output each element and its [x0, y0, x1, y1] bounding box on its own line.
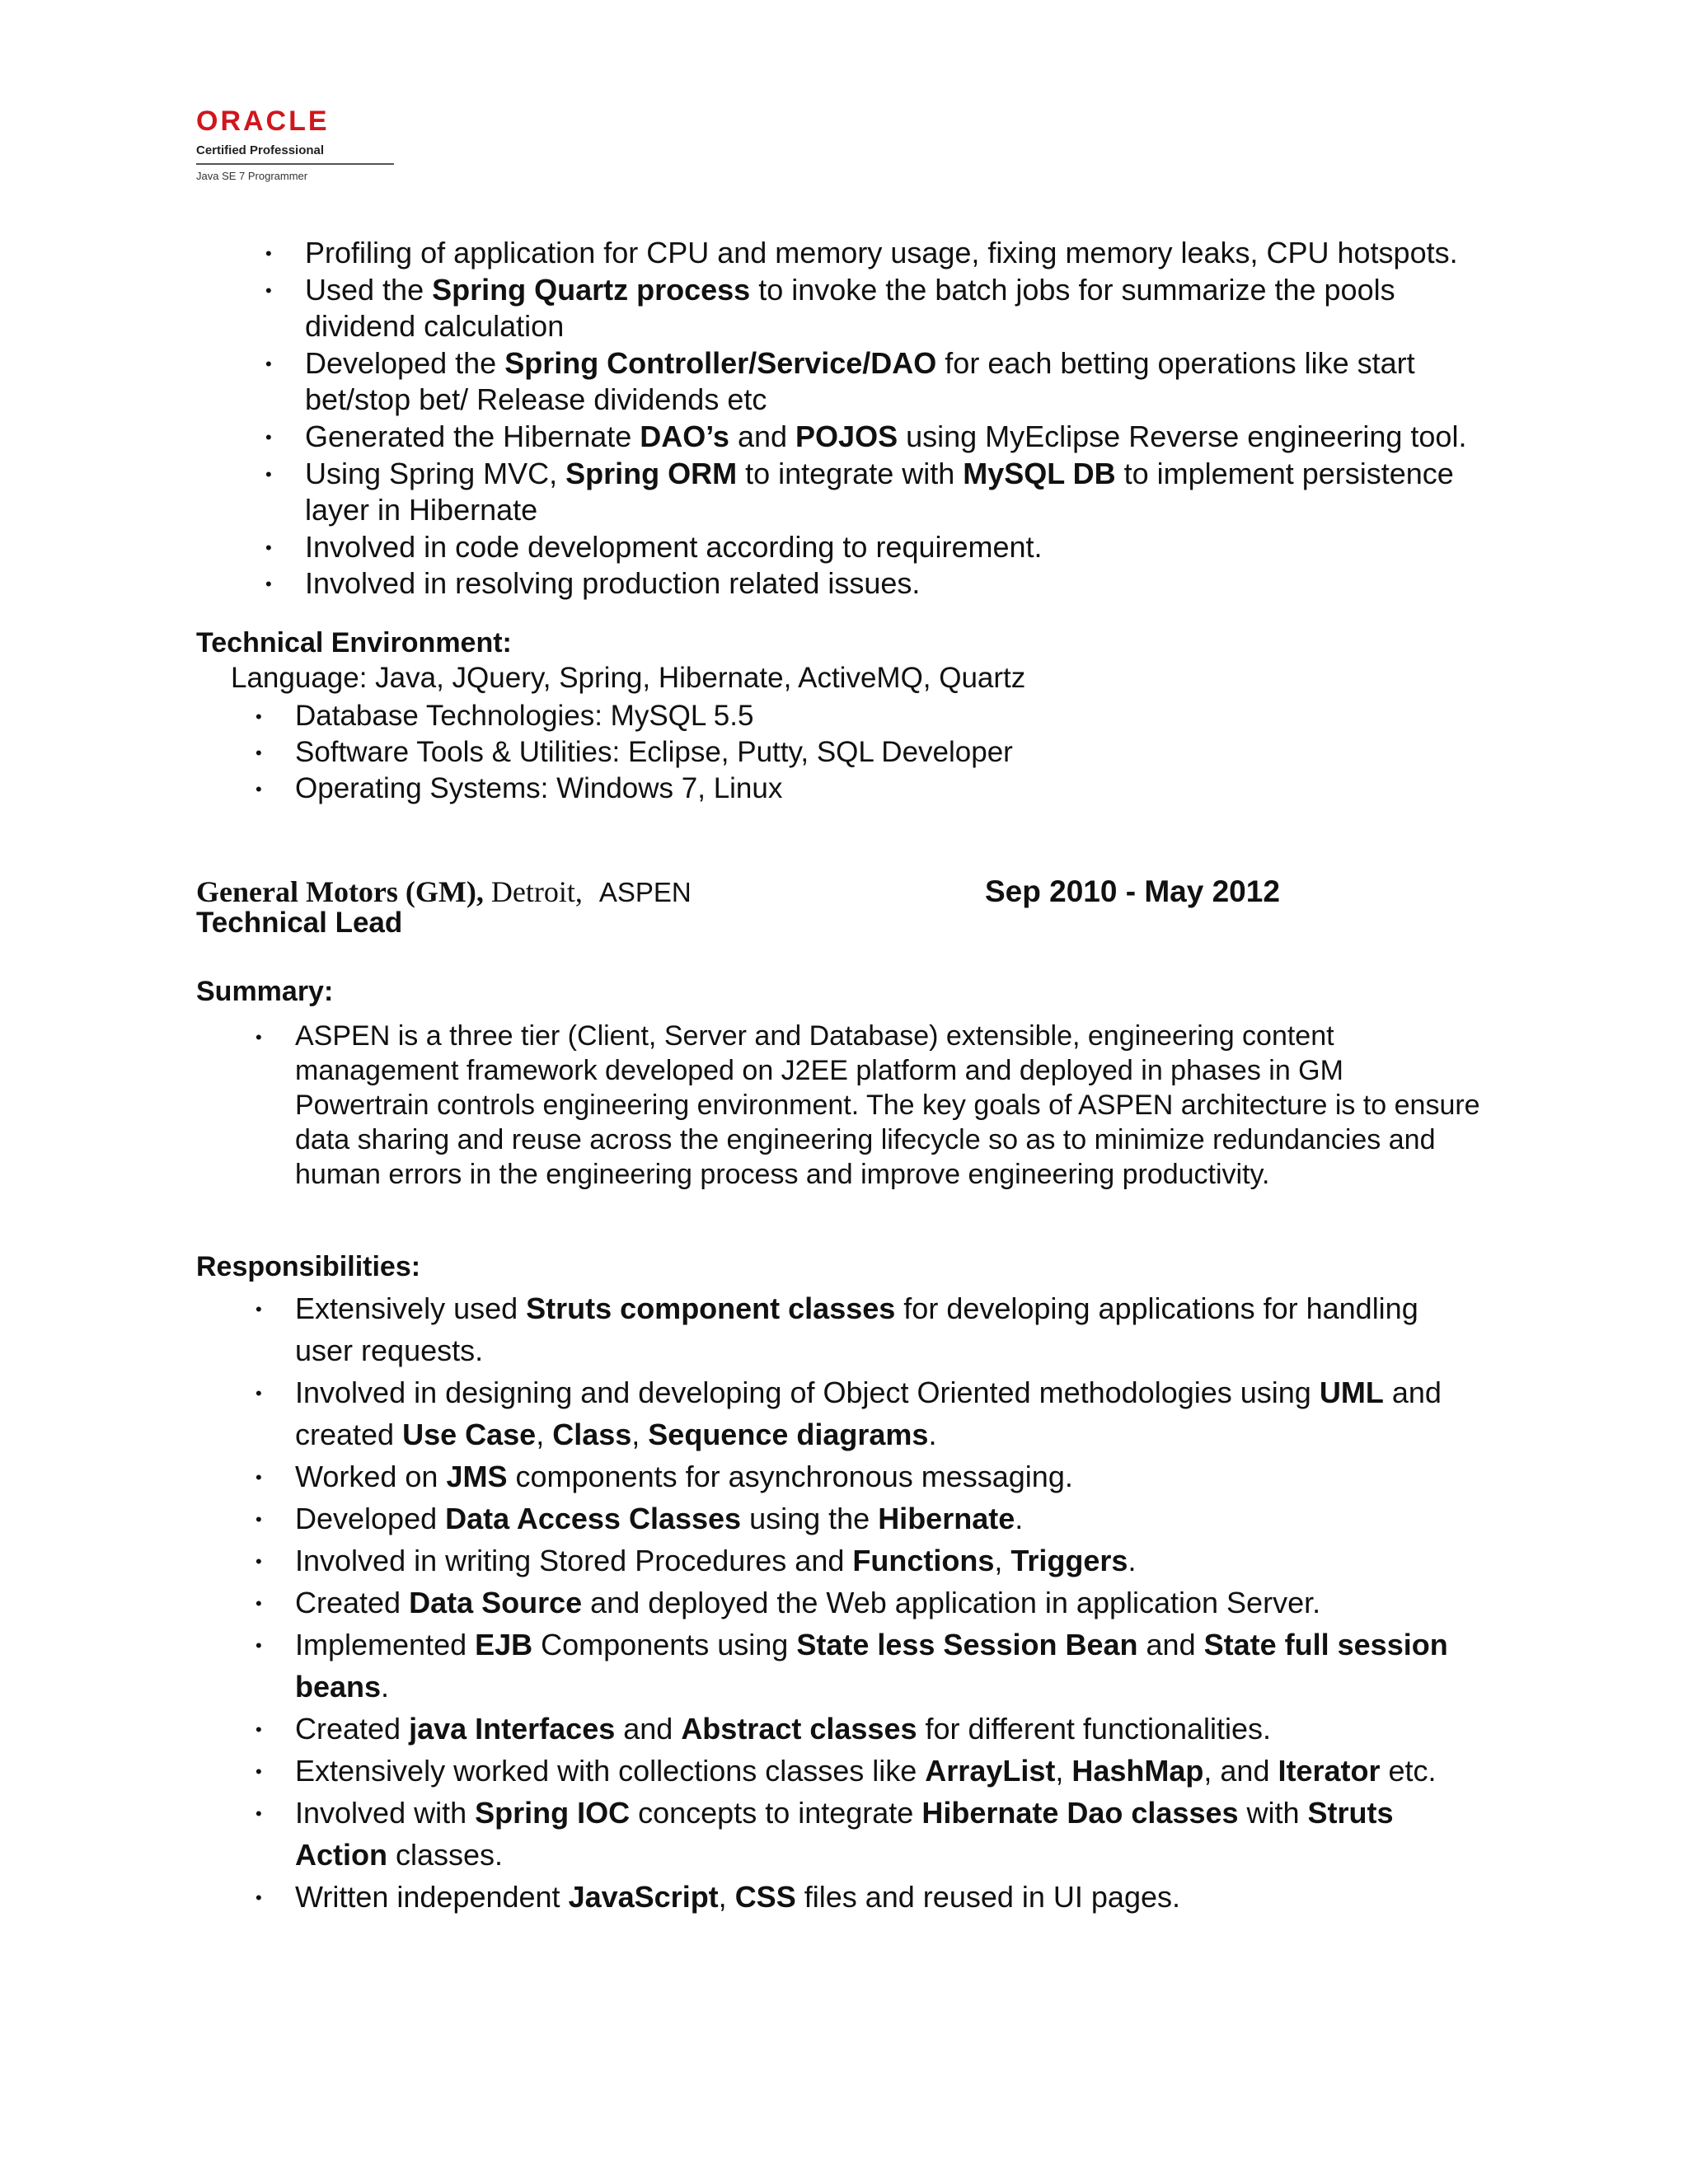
item-text: Involved in writing Stored Procedures and [295, 1544, 853, 1577]
item-text: Database Technologies: MySQL 5.5 [295, 700, 754, 732]
technical-environment-list [256, 698, 1367, 807]
responsibilities-continued-list [265, 235, 1492, 602]
item-text: ASPEN is a three tier (Client, Server and Database) extensible, engineering content management framework developed on J2EE platform and deployed in phases in GM Powertrain controls engineering environment. The key goals of ASPEN architecture is to ensure data sharing and reuse across the engineering lifecycle so as to minimize redundancies and human errors in the engineering process and improve engineering productivity. [295, 1020, 1480, 1190]
list-item [256, 1624, 1482, 1708]
item-text: Created [295, 1586, 410, 1619]
item-text: Operating Systems: Windows 7, Linux [295, 772, 783, 804]
bold-text: Sequence diagrams [648, 1418, 929, 1451]
list-item [256, 698, 1367, 734]
bullet-icon: • [256, 1593, 262, 1614]
item-text: classes. [387, 1838, 504, 1872]
item-text: , [631, 1418, 649, 1451]
item-text: Developed the [305, 345, 505, 380]
bullet-icon: • [265, 243, 272, 264]
bullet-icon: • [256, 1719, 262, 1740]
list-item [256, 1708, 1482, 1750]
bold-text: Functions [852, 1544, 995, 1577]
bullet-icon: • [265, 537, 272, 558]
item-text: using the [741, 1502, 879, 1535]
item-text: to invoke the batch jobs for summarize the pools dividend calculation [305, 272, 1395, 344]
item-text: . [1015, 1502, 1024, 1535]
job-company-line [196, 875, 692, 909]
job-location: Detroit, [483, 875, 583, 908]
list-item [265, 565, 1492, 602]
list-item [265, 456, 1492, 529]
bold-text: MySQL DB [963, 456, 1116, 490]
bold-text: Triggers [1010, 1544, 1128, 1577]
list-item [265, 272, 1492, 345]
job-company: General Motors (GM), [196, 875, 484, 908]
bold-text: DAO’s [640, 419, 729, 453]
item-text: Involved with [295, 1796, 476, 1830]
item-text: , [718, 1880, 735, 1914]
bold-text: Abstract classes [681, 1712, 917, 1746]
list-item [256, 734, 1367, 771]
bold-text: JavaScript [568, 1880, 719, 1914]
list-item [256, 1750, 1482, 1792]
bullet-icon: • [256, 1635, 262, 1656]
item-text: Generated the Hibernate [305, 419, 640, 453]
item-text: files and reused in UI pages. [795, 1880, 1180, 1914]
list-item [265, 345, 1492, 419]
item-text: Worked on [295, 1460, 447, 1493]
item-text: , and [1203, 1754, 1278, 1788]
item-text: and [615, 1712, 682, 1746]
item-text: and [729, 419, 796, 453]
item-text: for each betting operations like start bet/stop bet/ Release dividends etc [305, 345, 1415, 417]
bullet-icon: • [256, 1027, 262, 1047]
bold-text: Spring ORM [565, 456, 738, 490]
item-text: and [1137, 1628, 1204, 1661]
bold-text: JMS [446, 1460, 508, 1493]
item-text: to integrate with [737, 456, 964, 490]
item-text: Using Spring MVC, [305, 456, 566, 490]
item-text: components for asynchronous messaging. [507, 1460, 1073, 1493]
bold-text: java Interfaces [409, 1712, 616, 1746]
item-text: etc. [1380, 1754, 1437, 1788]
bullet-icon: • [265, 353, 272, 374]
bold-text: Use Case [402, 1418, 537, 1451]
item-text: . [1128, 1544, 1137, 1577]
bold-text: Class [552, 1418, 632, 1451]
job-project: ASPEN [598, 877, 692, 907]
item-text: concepts to integrate [630, 1796, 922, 1830]
responsibilities-heading: Responsibilities: [196, 1251, 421, 1282]
oracle-wordmark: ORACLE [196, 105, 330, 137]
item-text: . [928, 1418, 937, 1451]
bold-text: ArrayList [925, 1754, 1056, 1788]
bold-text: Struts Action [295, 1796, 1394, 1872]
list-item [265, 529, 1492, 566]
summary-list [256, 1019, 1482, 1192]
bullet-icon: • [265, 279, 272, 301]
item-text: and deployed the Web application in application Server. [582, 1586, 1321, 1619]
bold-text: Iterator [1278, 1754, 1381, 1788]
list-item [256, 1287, 1482, 1371]
list-item [256, 1792, 1482, 1876]
item-text: Extensively worked with collections classes like [295, 1754, 926, 1788]
bullet-icon: • [265, 426, 272, 448]
item-text: to implement persistence layer in Hibernate [305, 456, 1454, 527]
bold-text: POJOS [795, 419, 898, 453]
bullet-icon: • [256, 1383, 262, 1404]
bold-text: Struts component classes [526, 1291, 896, 1325]
item-text: , [1055, 1754, 1072, 1788]
item-text: , [994, 1544, 1011, 1577]
technical-environment-language: Language: Java, JQuery, Spring, Hibernate, ActiveMQ, Quartz [231, 662, 1026, 694]
bold-text: UML [1319, 1376, 1384, 1409]
item-text: for developing applications for handling user requests. [295, 1291, 1418, 1367]
list-item [256, 1582, 1482, 1624]
logo-java-programmer: Java SE 7 Programmer [196, 170, 308, 182]
bold-text: State full session beans [295, 1628, 1448, 1704]
technical-environment-heading: Technical Environment: [196, 627, 512, 658]
item-text: with [1238, 1796, 1308, 1830]
summary-heading: Summary: [196, 976, 334, 1007]
item-text: Written independent [295, 1880, 569, 1914]
item-text: Involved in resolving production related issues. [305, 566, 921, 601]
job-dates: Sep 2010 - May 2012 [985, 874, 1280, 908]
bullet-icon: • [256, 1509, 262, 1530]
list-item [256, 1540, 1482, 1582]
list-item [256, 1876, 1482, 1918]
item-text: , [536, 1418, 553, 1451]
bullet-icon: • [256, 1803, 262, 1824]
bullet-icon: • [256, 1551, 262, 1572]
bold-text: Spring Controller/Service/DAO [504, 345, 937, 380]
item-text: . [381, 1670, 390, 1704]
bullet-icon: • [265, 463, 272, 485]
bullet-icon: • [256, 1467, 262, 1488]
bold-text: Spring IOC [475, 1796, 631, 1830]
item-text: Developed [295, 1502, 446, 1535]
list-item [265, 419, 1492, 456]
list-item [256, 771, 1367, 807]
list-item [256, 1455, 1482, 1497]
bold-text: Data Access Classes [445, 1502, 742, 1535]
list-item [256, 1019, 1482, 1192]
bold-text: HashMap [1071, 1754, 1204, 1788]
item-text: Involved in code development according to requirement. [305, 529, 1043, 564]
item-text: Implemented [295, 1628, 476, 1661]
logo-divider [196, 163, 394, 165]
list-item [256, 1371, 1482, 1455]
bold-text: Hibernate [878, 1502, 1015, 1535]
bold-text: Data Source [409, 1586, 583, 1619]
bullet-icon: • [256, 743, 262, 763]
bullet-icon: • [265, 574, 272, 595]
job-role: Technical Lead [196, 907, 403, 939]
item-text: Extensively used [295, 1291, 527, 1325]
list-item [265, 235, 1492, 272]
item-text: Components using [532, 1628, 797, 1661]
item-text: and created [295, 1376, 1442, 1451]
bold-text: CSS [734, 1880, 796, 1914]
oracle-certification-logo [196, 105, 399, 183]
item-text: for different functionalities. [917, 1712, 1272, 1746]
bold-text: Hibernate Dao classes [921, 1796, 1239, 1830]
bullet-icon: • [256, 1761, 262, 1782]
bold-text: Spring Quartz process [432, 272, 751, 307]
responsibilities-list [256, 1287, 1482, 1918]
bold-text: EJB [475, 1628, 533, 1661]
item-text: Software Tools & Utilities: Eclipse, Putty, SQL Developer [295, 736, 1013, 768]
list-item [256, 1497, 1482, 1540]
item-text: Involved in designing and developing of Object Oriented methodologies using [295, 1376, 1320, 1409]
logo-certified-professional: Certified Professional [196, 143, 325, 157]
bullet-icon: • [256, 1299, 262, 1319]
item-text: Profiling of application for CPU and memory usage, fixing memory leaks, CPU hotspots. [305, 236, 1458, 269]
item-text: using MyEclipse Reverse engineering tool. [898, 419, 1467, 453]
item-text: Used the [305, 272, 433, 307]
bold-text: State less Session Bean [796, 1628, 1138, 1661]
bullet-icon: • [256, 706, 262, 727]
item-text: Created [295, 1712, 410, 1746]
bullet-icon: • [256, 1887, 262, 1908]
bullet-icon: • [256, 779, 262, 799]
